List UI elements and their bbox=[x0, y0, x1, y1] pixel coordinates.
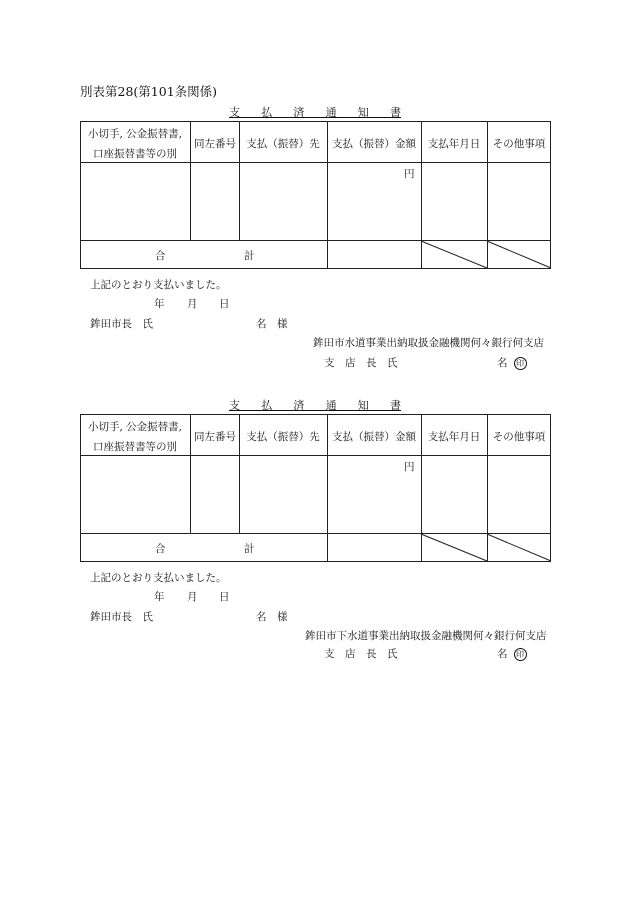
form1-header-date: 支払年月日 bbox=[427, 138, 481, 150]
form1-yen-unit: 円 bbox=[404, 168, 415, 180]
form1-header-payee: 支払（振替）先 bbox=[246, 138, 320, 150]
form1-bank: 鉾田市水道事業出納取扱金融機関何々銀行何支店 bbox=[313, 337, 544, 349]
form2-signature bbox=[497, 646, 527, 661]
page-heading: 別表第28(第101条関係) bbox=[80, 84, 218, 99]
form1-honorific: 名 様 bbox=[256, 318, 288, 330]
form2-header-number: 同左番号 bbox=[194, 431, 236, 443]
form2-bank: 鉾田市下水道事業出納取扱金融機関何々銀行何支店 bbox=[305, 630, 547, 642]
form1-branch-manager: 支 店 長 氏 bbox=[324, 357, 398, 369]
form2-statement: 上記のとおり支払いました。 bbox=[90, 572, 227, 584]
form2-diagonal-date bbox=[421, 534, 487, 561]
form1-month: 月 bbox=[187, 298, 198, 310]
form2-signature-name: 名 bbox=[497, 648, 508, 660]
form1-header-kind-2: 口座振替書等の別 bbox=[93, 148, 177, 160]
form2-header-amount: 支払（振替）金額 bbox=[332, 431, 416, 443]
form1-day: 日 bbox=[219, 298, 230, 310]
form2-yen-unit: 円 bbox=[404, 461, 415, 473]
form1-signature-name: 名 bbox=[497, 357, 508, 369]
form2-diagonal-other bbox=[487, 534, 551, 561]
form2-header-date: 支払年月日 bbox=[427, 431, 481, 443]
form1-header-kind-1: 小切手, 公金振替書, bbox=[87, 128, 182, 140]
form1-total-label-1: 合 bbox=[155, 250, 166, 262]
form1-title: 支払済通知書 bbox=[229, 106, 401, 119]
form2-header-payee: 支払（振替）先 bbox=[246, 431, 320, 443]
form2-header-kind-1: 小切手, 公金振替書, bbox=[87, 421, 182, 433]
form2-header-kind-2: 口座振替書等の別 bbox=[93, 441, 177, 453]
form1-total-label-2: 計 bbox=[244, 250, 255, 262]
form1-seal-icon: 印 bbox=[514, 357, 527, 370]
form2-year: 年 bbox=[154, 591, 165, 603]
form1-diagonal-other bbox=[487, 241, 551, 268]
form2-honorific: 名 様 bbox=[256, 611, 288, 623]
form1-header-other: その他事項 bbox=[492, 138, 546, 150]
form2-total-label-1: 合 bbox=[155, 543, 166, 555]
form2-addressee: 鉾田市長 氏 bbox=[90, 611, 153, 623]
form2-branch-manager: 支 店 長 氏 bbox=[324, 648, 398, 660]
form2-total-label-2: 計 bbox=[244, 543, 255, 555]
form1-addressee: 鉾田市長 氏 bbox=[90, 318, 153, 330]
form2-seal-icon: 印 bbox=[514, 648, 527, 661]
form1-statement: 上記のとおり支払いました。 bbox=[90, 279, 227, 291]
form1-year: 年 bbox=[154, 298, 165, 310]
form1-signature bbox=[497, 355, 527, 370]
form1-header-amount: 支払（振替）金額 bbox=[332, 138, 416, 150]
form2-day: 日 bbox=[219, 591, 230, 603]
form2-month: 月 bbox=[187, 591, 198, 603]
form2-title: 支払済通知書 bbox=[229, 399, 401, 412]
form2-header-other: その他事項 bbox=[492, 431, 546, 443]
form1-diagonal-date bbox=[421, 241, 487, 268]
form1-header-number: 同左番号 bbox=[194, 138, 236, 150]
